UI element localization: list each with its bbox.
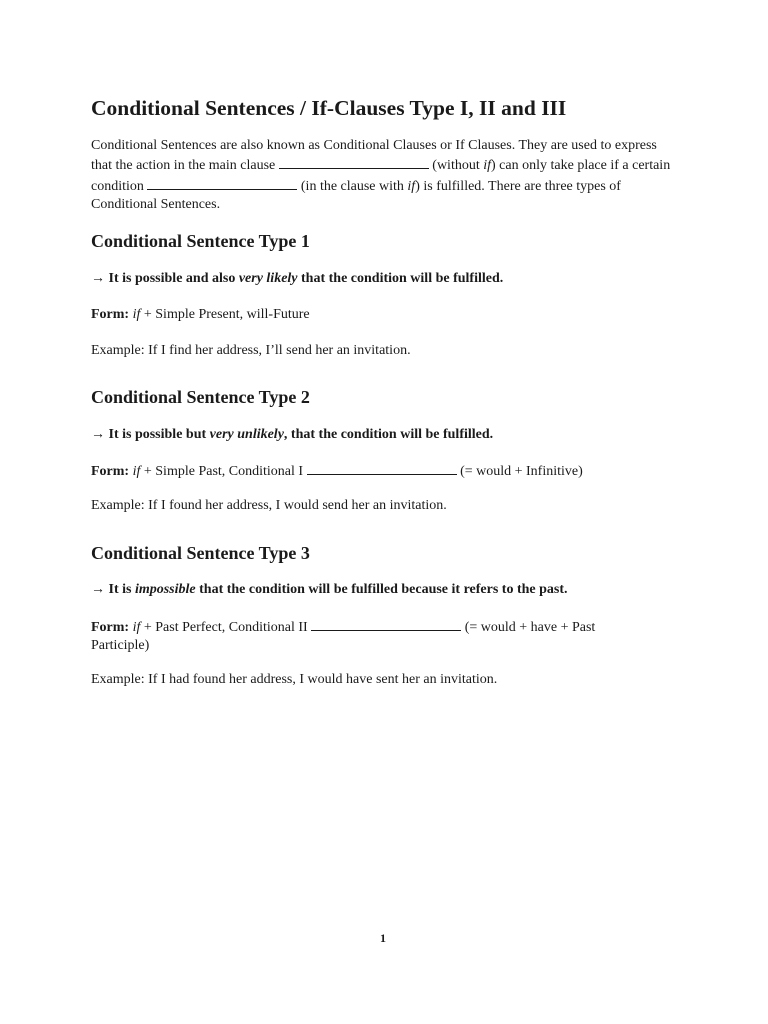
type3-note (91, 581, 568, 599)
type2-form-tail: (= would + Infinitive) (456, 464, 583, 479)
answer-blank (311, 617, 461, 631)
document-title: Conditional Sentences / If-Clauses Type I, II and III (91, 96, 567, 120)
answer-blank (307, 461, 457, 475)
type1-form-text: + Simple Present, will-Future (140, 307, 310, 322)
type2-note-pre: → It is possible but (91, 427, 210, 442)
type1-form-label: Form: (91, 307, 130, 322)
type2-heading: Conditional Sentence Type 2 (91, 387, 310, 407)
intro-text-2: (without (428, 158, 484, 174)
type3-example: Example: If I had found her address, I would have sent her an invitation. (91, 672, 498, 687)
type1-form-if: if (132, 307, 141, 322)
type3-form-label: Form: (91, 620, 130, 635)
type2-note-post: , that the condition will be fulfilled. (283, 427, 494, 442)
answer-blank (147, 176, 297, 190)
type1-form (91, 306, 310, 324)
type3-form (91, 617, 651, 655)
intro-text-5: ) is fulfilled. There are three types of Conditional Sentences. (91, 178, 621, 212)
type3-form-text: + Past Perfect, Conditional II (140, 620, 312, 635)
type3-note-pre: → It is (91, 582, 135, 597)
type1-note (91, 270, 503, 288)
intro-if-2: if (407, 178, 416, 194)
type3-form-if: if (132, 620, 141, 635)
type2-form-text: + Simple Past, Conditional I (140, 464, 307, 479)
intro-if-1: if (483, 158, 492, 174)
answer-blank (279, 155, 429, 169)
type2-form-if: if (132, 464, 141, 479)
type1-example: Example: If I find her address, I’ll send her an invitation. (91, 343, 411, 358)
type2-example: Example: If I found her address, I would send her an invitation. (91, 498, 447, 513)
intro-text-3: ) can only take place if a certain condition (91, 158, 671, 194)
type2-note-em: very unlikely (209, 427, 284, 442)
page-number: 1 (380, 931, 386, 945)
type3-form-tail: (= would + have + Past Participle) (91, 620, 596, 653)
intro-paragraph (91, 137, 681, 214)
intro-text-4: (in the clause with (297, 178, 408, 194)
type1-note-pre: → It is possible and also (91, 271, 239, 286)
type1-heading: Conditional Sentence Type 1 (91, 231, 310, 251)
type1-note-post: that the condition will be fulfilled. (297, 271, 504, 286)
type1-note-em: very likely (238, 271, 298, 286)
type2-form-label: Form: (91, 464, 130, 479)
type3-note-em: impossible (134, 582, 196, 597)
type2-form (91, 461, 583, 481)
type3-heading: Conditional Sentence Type 3 (91, 543, 310, 563)
type3-note-post: that the condition will be fulfilled because it refers to the past. (195, 582, 568, 597)
type2-note (91, 426, 493, 444)
intro-text-1: Conditional Sentences are also known as Conditional Clauses or If Clauses. They are used to express that the action in the main clause (91, 138, 657, 174)
